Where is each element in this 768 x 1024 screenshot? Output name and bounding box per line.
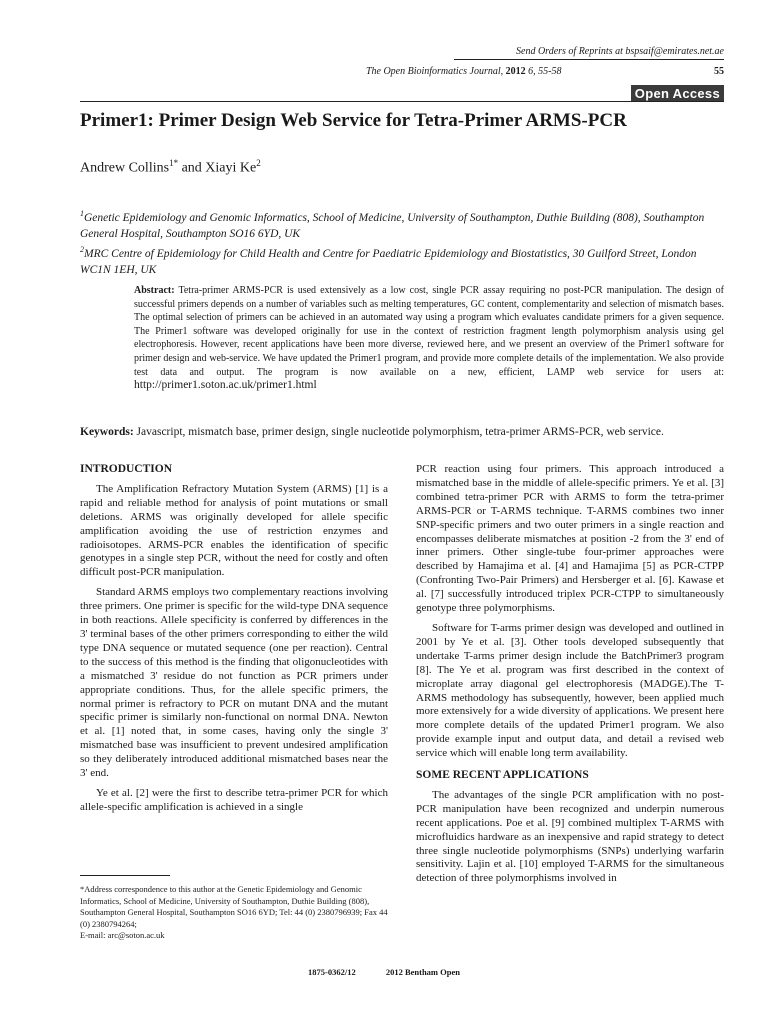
author-affiliation-mark: 1*: [169, 158, 179, 168]
reprint-notice: Send Orders of Reprints at bspsaif@emirates.net.ae: [454, 46, 724, 60]
header-rule: [80, 101, 724, 102]
left-column: [80, 463, 388, 821]
footnote-text: *Address correspondence to this author at the Genetic Epidemiology and Genomic Informatics, School of Medicine, University of Southampton, Duthie Building (808), Southampton General Hospital, Southampton SO16 6YD; Tel: 44 (0) 2380796939; Fax 44 (0) 2380794264;: [80, 884, 388, 929]
author-affiliation-mark: 2: [256, 158, 261, 168]
keywords-text: Javascript, mismatch base, primer design, single nucleotide polymorphism, tetra-primer ARMS-PCR, web service.: [136, 426, 664, 438]
abstract-label: Abstract:: [134, 285, 175, 296]
paragraph: Ye et al. [2] were the first to describe tetra-primer PCR for which allele-specific amplification is achieved in a single: [80, 786, 388, 813]
section-heading-introduction: INTRODUCTION: [80, 463, 173, 475]
journal-volume-pages: 6, 55-58: [528, 66, 562, 77]
keywords: [80, 426, 740, 438]
affiliation-2: [80, 242, 724, 278]
open-access-badge: Open Access: [631, 85, 724, 102]
section-heading-recent-applications: SOME RECENT APPLICATIONS: [416, 769, 589, 782]
affiliation-mark: 1: [80, 209, 84, 218]
affiliation-text: MRC Centre of Epidemiology for Child Health and Centre for Paediatric Epidemiology and Biostatistics, 30 Guilford Street, London WC1N 1EH, UK: [80, 247, 697, 276]
footnote-email: E-mail: arc@soton.ac.uk: [80, 930, 165, 940]
journal-citation: [366, 66, 724, 77]
paragraph: The Amplification Refractory Mutation System (ARMS) [1] is a rapid and reliable method for analysis of point mutations or small deletions. ARMS was originally developed for allele specific amplification avoiding the use of restriction enzymes and radioisotopes. ARMS-PCR enables the identification of specific genotypes in a single step PCR, without the need for costly and often difficult post-PCR manipulation.: [80, 482, 388, 579]
right-column: [416, 463, 724, 892]
paragraph: Standard ARMS employs two complementary reactions involving three primers. One primer is specific for the wild-type DNA sequence in both reactions. Allele specificity is conferred by differences in the 3' terminal bases of the other primers corresponding to either the wild type DNA sequence or mutated sequence (one per reaction). Central to the success of this method is the finding that oligonucleotides with a mismatched 3' residue do not function as PCR primers under appropriate conditions. Thus, for the allele specific primers, the normal primer is refractory to PCR on mutant DNA and the mutant specific primer is similarly non-functional on normal DNA. Newton et al. [1] noted that, in some cases, having only the single 3' mismatched base was insufficient to prevent undesired amplification so they deliberately introduced additional mismatched bases near the 3' end.: [80, 586, 388, 780]
footnote-rule: [80, 875, 170, 876]
correspondence-footnote: [80, 884, 390, 942]
paragraph: PCR reaction using four primers. This approach introduced a mismatched base in the middle of allele-specific primers. Ye et al. [3] combined tetra-primer PCR with ARMS to form the tetra-primer ARMS-PCR or T-ARMS technique. T-ARMS combines two inner SNP-specific primers and two outer primers in a single reaction and encompasses deliberate mismatches at position -2 from the 3' end of inner primers. Other single-tube four-primer approaches were described by Hamajima et al. [4] and Hamajima [5] as PCR-CTPP (Confronting Two-Pair Primers) and Hersberger et al. [6]. Kawase et al. [7] successfully introduced triplex PCR-CTPP to simultaneously genotype three polymorphisms.: [416, 463, 724, 615]
paragraph: The advantages of the single PCR amplification with no post-PCR manipulation have been recognized and underpin numerous recent applications. Poe et al. [9] combined multiplex T-ARMS with microfluidics hardware as an inexpensive and rapid strategy to detect three single nucleotide polymorphisms (SNPs) underlying warfarin sensitivity. Lajin et al. [10] employed T-ARMS for the simultaneous detection of three polymorphisms involved in: [416, 788, 724, 885]
author-list: [80, 158, 261, 177]
article-title: Primer1: Primer Design Web Service for Tetra-Primer ARMS-PCR: [80, 110, 627, 131]
journal-year: 2012: [505, 66, 526, 77]
author-name: and Xiayi Ke: [178, 160, 257, 176]
page-footer: [0, 967, 768, 977]
footer-issn: 1875-0362/12: [308, 967, 356, 977]
affiliation-1: [80, 206, 724, 242]
abstract-url-link[interactable]: http://primer1.soton.ac.uk/primer1.html: [134, 379, 317, 392]
affiliation-mark: 2: [80, 245, 84, 254]
footer-publisher: 2012 Bentham Open: [385, 967, 460, 977]
journal-name: The Open Bioinformatics Journal,: [365, 66, 504, 77]
page-number: 55: [714, 66, 724, 77]
author-name: Andrew Collins: [80, 160, 170, 176]
affiliation-text: Genetic Epidemiology and Genomic Informatics, School of Medicine, University of Southampton, Duthie Building (808), Southampton General Hospital, Southampton SO16 6YD, UK: [80, 211, 705, 240]
abstract-text: Tetra-primer ARMS-PCR is used extensively as a low cost, single PCR assay requiring no post-PCR manipulation. The design of successful primers depends on a number of variables such as melting temperatures, GC content, complementarity and selection of mismatch bases. The optimal selection of primers can be achieved in an automated way using a program which evaluates candidate primers for a given sequence. The Primer1 software was developed originally for use in the context of restriction fragment length polymorphism analysis using gel electrophoresis. However, recent applications have been more diverse, reviewed here, and we present an overview of the Primer1 software for primer design and web-service. We have updated the Primer1 program, and provide more complete details of the implementation. We also provide test data and output. The program is now available on a new, efficient, LAMP web service for users at:: [134, 285, 724, 378]
keywords-label: Keywords:: [80, 426, 134, 438]
abstract: [134, 284, 724, 393]
paragraph: Software for T-arms primer design was developed and outlined in 2001 by Ye et al. [3]. Other tools developed subsequently that undertake T-arms primer design include the BatchPrimer3 program [8]. The Ye et al. program was first described in the context of microplate array diagonal gel electrophoresis (MADGE).The T-ARMS methodology has subsequently, however, been applied much more extensively for a wide diversity of applications. We present here more complete details of the updated Primer1 program. We also provide example input and output data, and detail a revised web service which will enable long term availability.: [416, 621, 724, 760]
